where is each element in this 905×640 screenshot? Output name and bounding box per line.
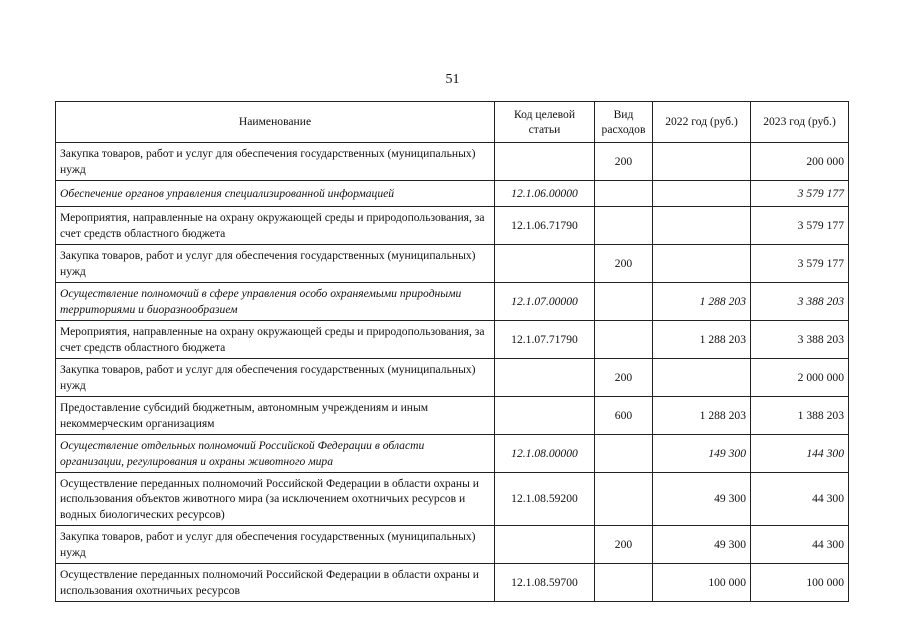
cell-name: Мероприятия, направленные на охрану окружающей среды и природопользования, за счет средств областного бюджета xyxy=(56,321,495,359)
cell-expense-type: 200 xyxy=(595,359,653,397)
cell-code: 12.1.08.00000 xyxy=(495,435,595,473)
cell-expense-type xyxy=(595,473,653,526)
cell-name: Осуществление отдельных полномочий Российской Федерации в области организации, регулирования и охраны животного мира xyxy=(56,435,495,473)
budget-table xyxy=(55,101,849,602)
cell-2022 xyxy=(653,181,751,207)
cell-2023: 3 388 203 xyxy=(751,321,849,359)
cell-name: Предоставление субсидий бюджетным, автономным учреждениям и иным некоммерческим организациям xyxy=(56,397,495,435)
cell-code xyxy=(495,143,595,181)
cell-expense-type: 200 xyxy=(595,526,653,564)
header-2022: 2022 год (руб.) xyxy=(653,102,751,143)
cell-expense-type: 600 xyxy=(595,397,653,435)
table-row xyxy=(56,359,849,397)
cell-code: 12.1.06.71790 xyxy=(495,207,595,245)
cell-name: Закупка товаров, работ и услуг для обеспечения государственных (муниципальных) нужд xyxy=(56,359,495,397)
cell-2022: 1 288 203 xyxy=(653,397,751,435)
cell-2022 xyxy=(653,143,751,181)
header-expense-type: Вид расходов xyxy=(595,102,653,143)
table-row xyxy=(56,435,849,473)
cell-expense-type xyxy=(595,283,653,321)
table-row xyxy=(56,473,849,526)
cell-2023: 44 300 xyxy=(751,526,849,564)
cell-name: Осуществление переданных полномочий Российской Федерации в области охраны и использования охотничьих ресурсов xyxy=(56,564,495,602)
cell-name: Закупка товаров, работ и услуг для обеспечения государственных (муниципальных) нужд xyxy=(56,245,495,283)
cell-2023: 3 388 203 xyxy=(751,283,849,321)
cell-expense-type: 200 xyxy=(595,143,653,181)
cell-code xyxy=(495,397,595,435)
cell-expense-type xyxy=(595,207,653,245)
cell-2022: 1 288 203 xyxy=(653,321,751,359)
cell-2023: 44 300 xyxy=(751,473,849,526)
cell-2023: 144 300 xyxy=(751,435,849,473)
cell-name: Обеспечение органов управления специализированной информацией xyxy=(56,181,495,207)
cell-name: Осуществление полномочий в сфере управления особо охраняемыми природными территориями и биоразнообразием xyxy=(56,283,495,321)
cell-2023: 100 000 xyxy=(751,564,849,602)
cell-2022: 49 300 xyxy=(653,526,751,564)
cell-2022 xyxy=(653,359,751,397)
cell-code: 12.1.07.00000 xyxy=(495,283,595,321)
table-row xyxy=(56,245,849,283)
cell-name: Закупка товаров, работ и услуг для обеспечения государственных (муниципальных) нужд xyxy=(56,143,495,181)
cell-2023: 3 579 177 xyxy=(751,245,849,283)
table-row xyxy=(56,207,849,245)
table-row xyxy=(56,321,849,359)
cell-code: 12.1.08.59200 xyxy=(495,473,595,526)
cell-expense-type xyxy=(595,321,653,359)
cell-2022 xyxy=(653,207,751,245)
cell-code: 12.1.08.59700 xyxy=(495,564,595,602)
cell-2022 xyxy=(653,245,751,283)
table-row xyxy=(56,564,849,602)
cell-name: Мероприятия, направленные на охрану окружающей среды и природопользования, за счет средств областного бюджета xyxy=(56,207,495,245)
header-name: Наименование xyxy=(56,102,495,143)
cell-expense-type xyxy=(595,564,653,602)
cell-name: Осуществление переданных полномочий Российской Федерации в области охраны и использования объектов животного мира (за исключением охотничьих ресурсов и водных биологических ресурсов) xyxy=(56,473,495,526)
table-row xyxy=(56,181,849,207)
cell-2023: 2 000 000 xyxy=(751,359,849,397)
table-row xyxy=(56,283,849,321)
table-header-row xyxy=(56,102,849,143)
cell-2022: 49 300 xyxy=(653,473,751,526)
cell-expense-type xyxy=(595,435,653,473)
cell-2022: 100 000 xyxy=(653,564,751,602)
cell-2023: 1 388 203 xyxy=(751,397,849,435)
cell-name: Закупка товаров, работ и услуг для обеспечения государственных (муниципальных) нужд xyxy=(56,526,495,564)
cell-code: 12.1.06.00000 xyxy=(495,181,595,207)
cell-2022: 1 288 203 xyxy=(653,283,751,321)
cell-2023: 3 579 177 xyxy=(751,207,849,245)
cell-code xyxy=(495,245,595,283)
header-code: Код целевой статьи xyxy=(495,102,595,143)
cell-2022: 149 300 xyxy=(653,435,751,473)
cell-code xyxy=(495,526,595,564)
page-number: 51 xyxy=(445,72,460,87)
table-row xyxy=(56,526,849,564)
cell-expense-type: 200 xyxy=(595,245,653,283)
table-row xyxy=(56,143,849,181)
cell-expense-type xyxy=(595,181,653,207)
table-row xyxy=(56,397,849,435)
cell-code: 12.1.07.71790 xyxy=(495,321,595,359)
cell-2023: 3 579 177 xyxy=(751,181,849,207)
cell-code xyxy=(495,359,595,397)
cell-2023: 200 000 xyxy=(751,143,849,181)
header-2023: 2023 год (руб.) xyxy=(751,102,849,143)
